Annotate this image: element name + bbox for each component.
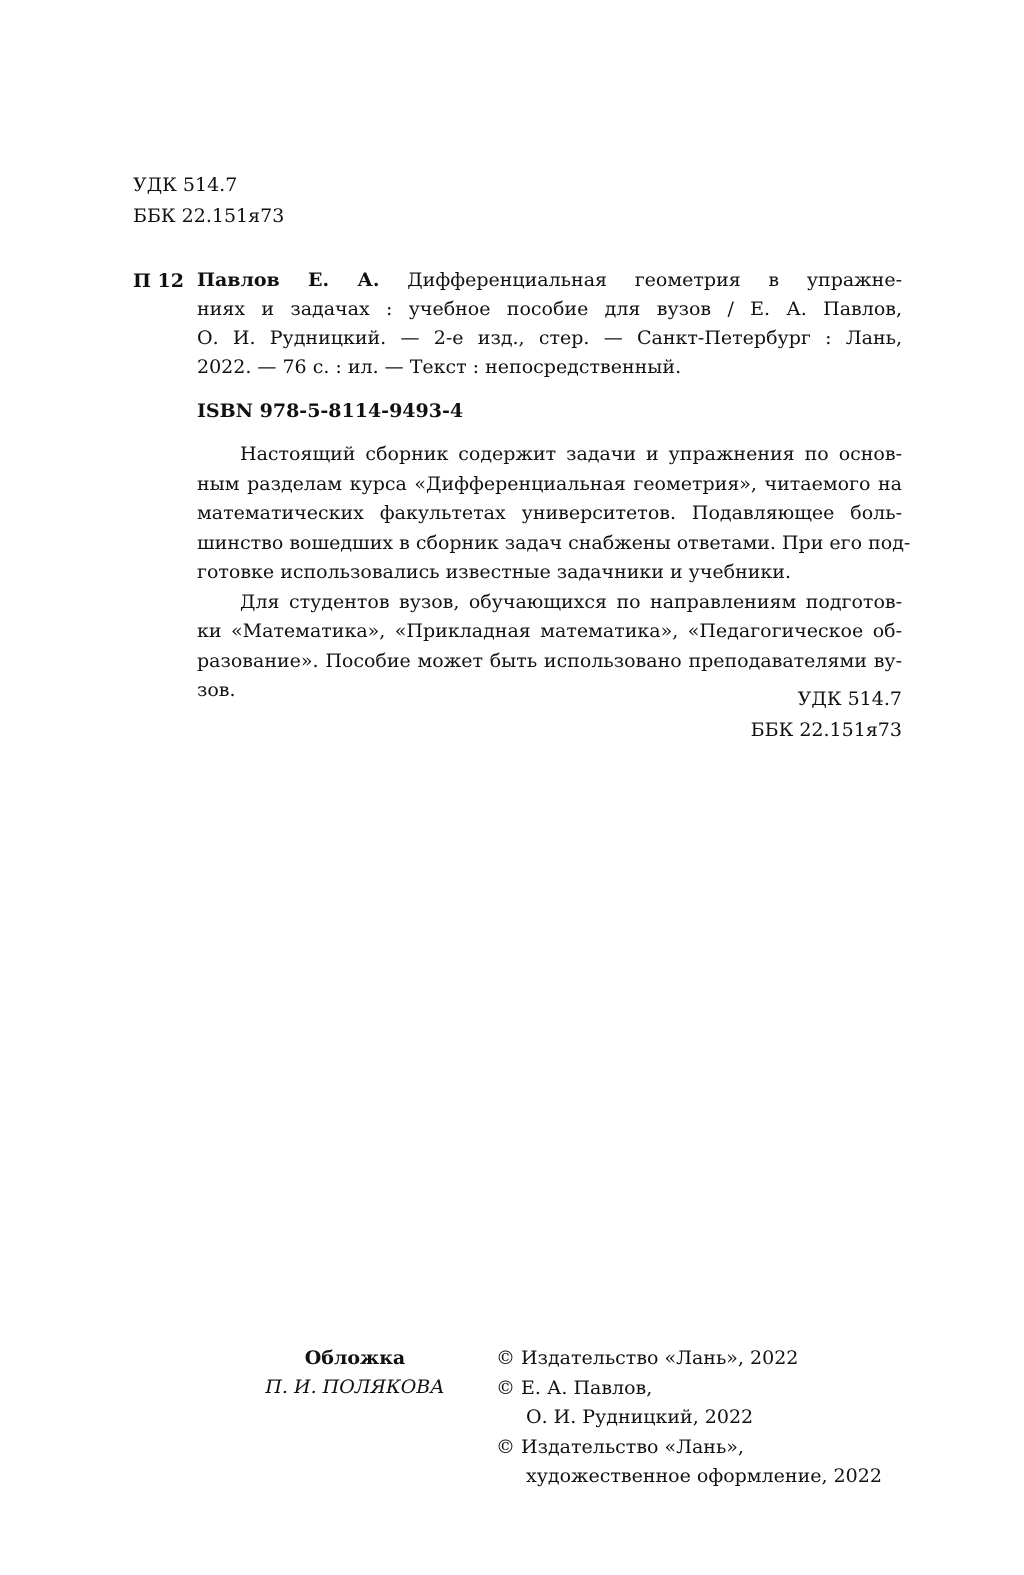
copyright-authors: © Е. А. Павлов, [496,1376,653,1399]
abstract-line-1: Настоящий сборник содержит задачи и упражнения по основ- [240,443,902,465]
abstract-line-5: готовке использовались известные задачники и учебники. [197,561,792,583]
bbk-code: ББК 22.151я73 [133,205,285,227]
abstract-line-3: математических факультетах университетов. Подавляющее боль- [197,502,902,524]
abstract-line-8: разование». Пособие может быть использовано преподавателями ву- [197,649,902,672]
copyright-block [496,1344,882,1492]
author-heading: Павлов Е. А. [197,269,380,291]
abstract [197,440,911,706]
biblio-line-4: 2022. — 76 с. : ил. — Текст : непосредственный. [197,356,682,378]
abstract-line-9: зов. [197,679,236,701]
cover-artist: П. И. ПОЛЯКОВА [265,1376,445,1398]
bibliographic-record [197,266,902,382]
copyright-design-cont: художественное оформление, 2022 [526,1465,882,1487]
cover-role: Обложка [304,1347,406,1369]
copyright-design: © Издательство «Лань», [496,1435,744,1458]
cover-credit [240,1344,470,1402]
classification-bottom [751,684,902,746]
biblio-line-2: ниях и задачах : учебное пособие для вузов / Е. А. Павлов, [197,298,902,320]
bbk-code-bottom: ББК 22.151я73 [750,719,902,741]
abstract-line-4: шинство вошедших в сборник задач снабжены ответами. При его под- [197,531,911,554]
abstract-line-2: ным разделам курса «Дифференциальная геометрия», читаемого на [197,472,902,495]
copyright-authors-cont: О. И. Рудницкий, 2022 [526,1406,754,1428]
isbn: ISBN 978-5-8114-9493-4 [197,400,464,422]
classification-top [133,170,284,232]
abstract-line-7: ки «Математика», «Прикладная математика», «Педагогическое об- [197,620,902,642]
copyright-publisher: © Издательство «Лань», 2022 [496,1347,799,1369]
biblio-line-1 [197,266,902,295]
biblio-line-3: О. И. Рудницкий. — 2-е изд., стер. — Санкт-Петербург : Лань, [197,327,902,349]
udk-code-bottom: УДК 514.7 [797,688,902,710]
title-start: Дифференциальная геометрия в упражне- [379,269,902,291]
udk-code: УДК 514.7 [133,174,238,196]
author-mark: П 12 [133,270,184,292]
abstract-line-6: Для студентов вузов, обучающихся по направлениям подготов- [240,590,902,613]
